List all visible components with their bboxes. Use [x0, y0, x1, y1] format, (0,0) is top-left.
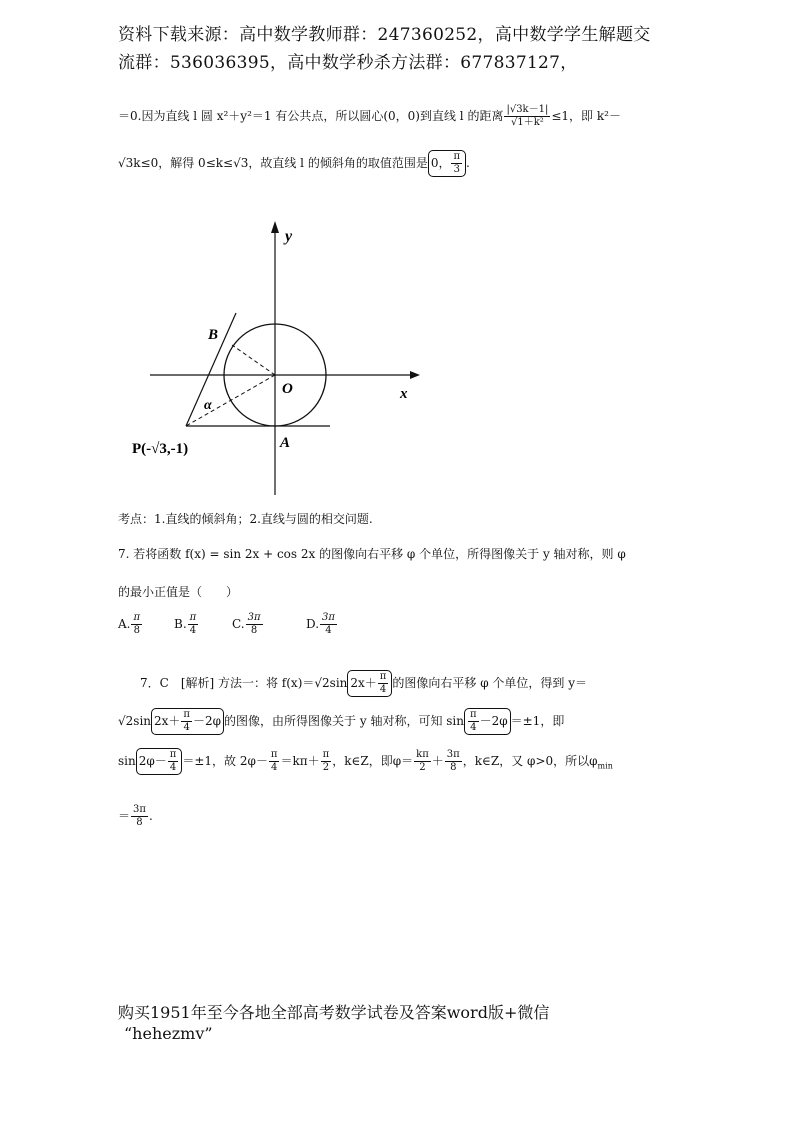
label-p: P(-√3,-1)	[132, 441, 189, 457]
analysis7-l2-inner-a: 2x＋	[154, 714, 181, 728]
interval-pi: π	[453, 151, 461, 162]
analysis7-l3-four2: 4	[271, 762, 278, 773]
analysis7-l3-3pi: 3π	[446, 749, 460, 760]
analysis7-l2-c: ＝±1，即	[510, 714, 565, 728]
y-axis-arrow	[271, 221, 279, 233]
analysis7-l1-a: 7．C [解析] 方法一：将 f(x)＝√2sin	[140, 676, 348, 690]
option-b-letter: B.	[174, 617, 187, 631]
q7-stem-line-1: 7. 若将函数 f(x) = sin 2x + cos 2x 的图像向右平移 φ 个单位，所得图像关于 y 轴对称，则 φ	[118, 547, 626, 561]
label-alpha: α	[204, 398, 212, 413]
header-line-2: 流群：536036395，高中数学秒杀方法群：677837127，	[118, 53, 578, 73]
option-d[interactable]	[306, 612, 366, 637]
q7-stem-line-2: 的最小正值是（ ）	[118, 585, 239, 599]
distance-fraction	[504, 104, 550, 129]
option-b-num: π	[189, 612, 197, 623]
analysis7-l2-b: 的图像，由所得图像关于 y 轴对称，可知 sin	[224, 714, 464, 728]
distance-denominator: √1＋k²	[511, 117, 544, 128]
q7-options	[118, 612, 366, 637]
option-c[interactable]	[232, 612, 306, 637]
option-a-den: 8	[133, 625, 140, 636]
option-c-num: 3π	[247, 612, 261, 623]
analysis7-l2-pi: π	[183, 709, 190, 720]
option-b-den: 4	[189, 625, 197, 636]
analysis7-l1-b: 的图像向右平移 φ 个单位，得到 y＝	[392, 676, 588, 690]
analysis7-line-3	[118, 748, 613, 775]
analysis7-l2-inner2: －2φ	[479, 714, 508, 728]
option-d-den: 4	[325, 625, 332, 636]
analysis7-l3-pi: π	[169, 749, 177, 760]
label-a: A	[280, 435, 291, 451]
analysis7-l3-e: ，k∈Z，又 φ>0，所以φ	[462, 754, 598, 768]
footer-line-1: 购买1951年至今各地全部高考数学试卷及答案word版+微信	[118, 1003, 550, 1022]
analysis7-l2-four2: 4	[470, 722, 477, 733]
segment-po	[186, 375, 275, 426]
analysis7-l3-plus: ＋	[431, 754, 444, 768]
header-line-1: 资料下载来源：高中数学教师群：247360252，高中数学学生解题交	[118, 25, 651, 45]
option-d-num: 3π	[322, 612, 335, 623]
analysis7-l3-kpi: kπ	[416, 749, 429, 760]
analysis7-l3-pi2: π	[270, 749, 278, 760]
x-axis-arrow	[410, 371, 420, 379]
analysis7-line-2	[118, 708, 564, 735]
option-b[interactable]	[174, 612, 232, 637]
label-o: O	[282, 381, 293, 397]
analysis7-l3-d: ，k∈Z，即φ＝	[332, 754, 414, 768]
analysis7-l3-two: 2	[322, 762, 330, 773]
option-a[interactable]	[118, 612, 174, 637]
analysis7-l3-b: ＝±1，故 2φ－	[182, 754, 268, 768]
solution6-text-b: ≤1，即 k²－	[551, 109, 621, 123]
distance-numerator: |√3k－1|	[506, 104, 549, 115]
analysis7-l3-inner: 2φ－	[138, 754, 167, 768]
analysis7-l3-min: min	[597, 761, 613, 771]
interval-left: 0，	[430, 156, 451, 170]
analysis7-l3-eight: 8	[450, 762, 457, 773]
solution6-line-1	[118, 104, 621, 129]
option-d-letter: D.	[306, 617, 320, 631]
analysis7-l4-end: .	[148, 809, 153, 823]
analysis7-l3-four: 4	[169, 762, 177, 773]
analysis7-l4-num: 3π	[133, 804, 146, 815]
kaodian: 考点：1.直线的倾斜角；2.直线与圆的相交问题.	[118, 512, 373, 526]
analysis7-l2-inner-b: －2φ	[193, 714, 222, 728]
option-a-num: π	[133, 612, 141, 623]
analysis7-l2-a: √2sin	[118, 714, 152, 728]
analysis7-l3-pi3: π	[322, 749, 330, 760]
solution6-line-2	[118, 150, 470, 177]
label-y: y	[285, 228, 293, 245]
solution6-end: .	[466, 156, 470, 170]
solution6-text-a: ＝0.因为直线 l 圆 x²＋y²＝1 有公共点，所以圆心(0，0)到直线 l 的距离	[118, 109, 504, 123]
analysis7-l3-two2: 2	[419, 762, 426, 773]
analysis7-l1-inner: 2x＋	[350, 676, 377, 690]
solution6-text-c: √3k≤0，解得 0≤k≤√3，故直线 l 的倾斜角的取值范围是	[118, 156, 428, 170]
analysis7-l4-den: 8	[136, 817, 143, 828]
analysis7-l3-c: ＝kπ＋	[280, 754, 320, 768]
footer-line-2: “hehezmv”	[124, 1024, 213, 1043]
option-c-letter: C.	[232, 617, 245, 631]
interval-three: 3	[453, 164, 460, 175]
analysis7-l4-eq: ＝	[118, 809, 131, 823]
analysis7-l2-pi2: π	[470, 709, 477, 720]
label-b: B	[208, 327, 219, 343]
label-x: x	[400, 386, 408, 402]
option-c-den: 8	[250, 625, 258, 636]
analysis7-l3-a: sin	[118, 754, 136, 768]
analysis7-l1-four: 4	[379, 684, 387, 695]
analysis7-l1-pi: π	[379, 671, 387, 682]
analysis7-line-1	[140, 670, 587, 697]
circle-tangent-figure	[120, 215, 430, 505]
radius-to-b	[232, 345, 275, 375]
analysis7-line-4	[118, 804, 153, 829]
analysis7-l2-four: 4	[183, 722, 190, 733]
angle-interval	[428, 150, 466, 177]
option-a-letter: A.	[118, 617, 131, 631]
